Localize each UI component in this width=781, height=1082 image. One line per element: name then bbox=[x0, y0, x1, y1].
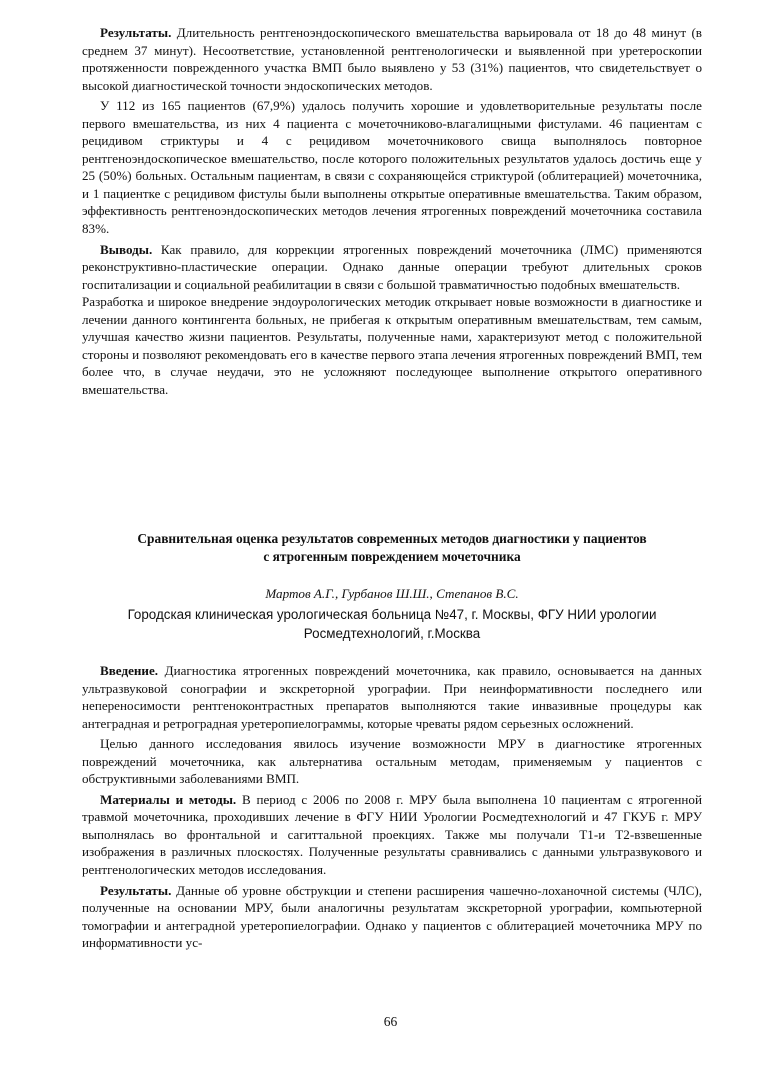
affiliation-line1: Городская клиническая урологическая больница №47, г. Москвы, ФГУ НИИ урологии bbox=[127, 607, 657, 622]
outcomes-paragraph: У 112 из 165 пациентов (67,9%) удалось получить хорошие и удовлетворительные результаты после первого вмешательства, из них 4 пациента с мочеточниково-влагалищными фистулами. 46 пациентам с рецидивом стриктуры и 4 с рецидивом мочеточникового свища выполнялось повторное рентгеноэндоскопическое вмешательство, после которого положительных результатов удалось достичь еще у 25 (50%) больных. Остальным пациентам, в связи с сохраняющейся стриктурой (облитерацией) мочеточника, и 1 пациентке с рецидивом фистулы были выполнены открытые оперативные вмешательства. Таким образом, эффективность рентгеноэндоскопических методов лечения ятрогенных повреждений мочеточника составила 83%. bbox=[82, 98, 702, 237]
results-text: Длительность рентгеноэндоскопического вмешательства варьировала от 18 до 48 минут (в среднем 37 минут). Несоответствие, установленной рентгенологически и выявленной при уретероскопии протяженности поврежденного участка ВМП было выявлено у 53 (31%) пациентов, что свидетельствует о высокой диагностической точности эндоскопических методов. bbox=[82, 25, 702, 93]
intro-text: Диагностика ятрогенных повреждений мочеточника, как правило, основывается на данных ультразвуковой сонографии и экскреторной урографии. При неинформативности последнего или непереносимости рентгеноконтрастных препаратов выполняются такие инвазивные процедуры как антеградная и ретроградная уретеропиелограммы, которые чреваты рядом серьезных осложнений. bbox=[82, 663, 702, 731]
article-authors: Мартов А.Г., Гурбанов Ш.Ш., Степанов В.С. bbox=[265, 586, 519, 601]
conclusions-text: Как правило, для коррекции ятрогенных повреждений мочеточника (ЛМС) применяются реконструктивно-пластические операции. Однако данные операции требуют длительных сроков госпитализации и социальной реабилитации в связи с большой травматичностью подобных вмешательств. bbox=[82, 241, 702, 292]
article-body bbox=[82, 662, 702, 952]
page-number: 66 bbox=[383, 1014, 398, 1029]
intro-paragraph bbox=[82, 662, 702, 732]
endourology-paragraph: Разработка и широкое внедрение эндоурологических методик открывает новые возможности в диагностике и лечении данного контингента больных, не прибегая к открытым оперативным вмешательствам, тем самым, улучшая качество жизни пациентов. Результаты, полученные нами, характеризуют метод с положительной стороны и позволяют рекомендовать его в качестве первого этапа лечения ятрогенных повреждений ВМП, тем более что, в случае неудачи, это не усложняют последующее выполнение открытого оперативного вмешательства. bbox=[82, 294, 702, 397]
methods-heading: Материалы и методы. bbox=[100, 791, 237, 807]
previous-article-continuation bbox=[82, 24, 702, 398]
article-results-paragraph bbox=[82, 882, 702, 952]
article-results-heading: Результаты. bbox=[100, 882, 172, 898]
methods-paragraph bbox=[82, 791, 702, 879]
methods-text: В период с 2006 по 2008 г. МРУ была выполнена 10 пациентам с ятрогенной травмой мочеточника, проходивших лечение в ФГУ НИИ Урологии Росмедтехнологий и 47 ГКУБ г. МРУ выполнялась во фронтальной и сагиттальной проекциях. Также мы получали Т1-и Т2-взвешенные изображения в различных плоскостях. Полученные результаты сравнивались с данными ультразвукового и рентгенологических методов исследования. bbox=[82, 791, 702, 878]
conclusions-paragraph bbox=[82, 241, 702, 294]
conclusions-heading: Выводы. bbox=[100, 241, 153, 257]
results-paragraph bbox=[82, 24, 702, 94]
intro-heading: Введение. bbox=[100, 663, 159, 678]
article bbox=[82, 530, 702, 952]
affiliation-line2: Росмедтехнологий, г.Москва bbox=[303, 625, 481, 641]
article-title-line1: Сравнительная оценка результатов современных методов диагностики у пациентов bbox=[137, 531, 647, 546]
aim-paragraph: Целью данного исследования явилось изучение возможности МРУ в диагностике ятрогенных повреждений мочеточника, как альтернатива остальным методам, применяемым у пациентов с обструктивными заболеваниями ВМП. bbox=[82, 736, 702, 787]
results-heading: Результаты. bbox=[100, 25, 172, 40]
article-results-text: Данные об уровне обструкции и степени расширения чашечно-лоханочной системы (ЧЛС), полученные на основании МРУ, были аналогичны результатам экскреторной урографии, компьютерной томографии и антеградной уретеропиелографии. Однако у пациентов с облитерацией мочеточника МРУ по информативности ус- bbox=[82, 882, 702, 951]
article-title-line2: с ятрогенным повреждением мочеточника bbox=[263, 549, 521, 564]
